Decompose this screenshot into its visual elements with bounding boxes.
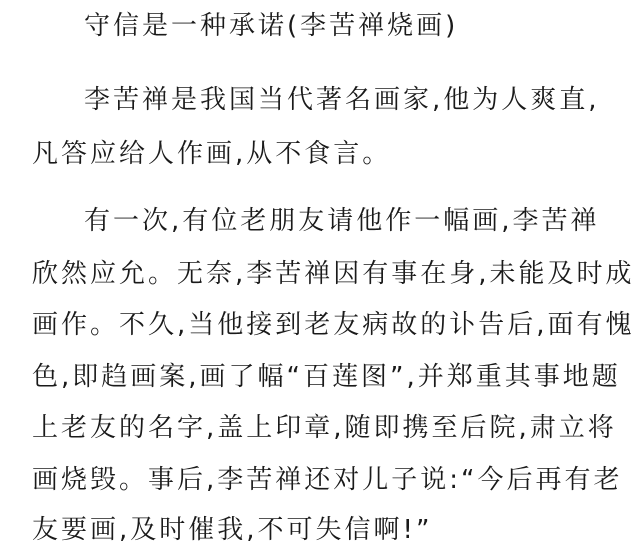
paragraph-2-line-1: 有一次,有位老朋友请他作一幅画,李苦禅: [84, 206, 600, 236]
paragraph-2-line-6: 画烧毁。事后,李苦禅还对儿子说:“今后再有老: [32, 465, 623, 495]
paragraph-2-line-7: 友要画,及时催我,不可失信啊!”: [32, 515, 433, 545]
paragraph-1-line-2: 凡答应给人作画,从不食言。: [32, 139, 392, 169]
paragraph-1-line-1: 李苦禅是我国当代著名画家,他为人爽直,: [84, 85, 600, 115]
paragraph-2-line-3: 画作。不久,当他接到老友病故的讣告后,面有愧: [32, 310, 635, 340]
paragraph-2-line-5: 上老友的名字,盖上印章,随即携至后院,肃立将: [32, 413, 617, 443]
paragraph-2-line-4: 色,即趋画案,画了幅“百莲图”,并郑重其事地题: [32, 362, 621, 392]
document-title: 守信是一种承诺(李苦禅烧画): [84, 11, 459, 41]
paragraph-2-line-2: 欣然应允。无奈,李苦禅因有事在身,未能及时成: [32, 259, 635, 289]
